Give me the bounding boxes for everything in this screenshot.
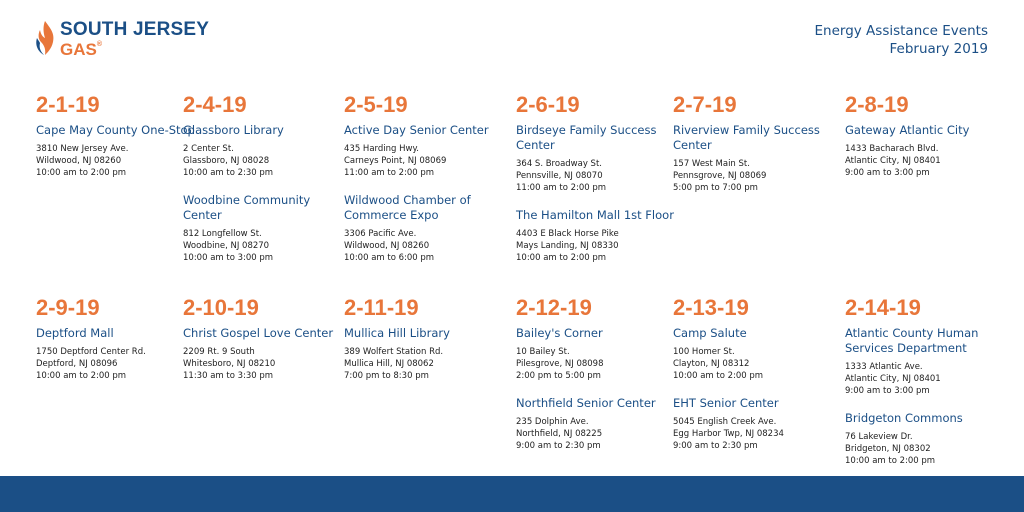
event-address-line: Wildwood, NJ 08260 xyxy=(36,156,122,166)
event-venue: Birdseye Family Success Center xyxy=(516,123,657,152)
event-day xyxy=(845,93,1005,179)
event-address-line: Atlantic City, NJ 08401 xyxy=(845,156,941,166)
registered-mark: ® xyxy=(96,41,103,48)
event-address-line: Bridgeton, NJ 08302 xyxy=(845,444,931,454)
event-item xyxy=(36,123,196,179)
event-date: 2-13-19 xyxy=(673,295,749,320)
event-address-line: Carneys Point, NJ 08069 xyxy=(344,156,447,166)
event-time: 10:00 am to 2:00 pm xyxy=(516,253,607,263)
event-time: 7:00 pm to 8:30 pm xyxy=(344,371,429,381)
event-venue: Woodbine Community Center xyxy=(183,193,311,222)
event-address-line: Pennsville, NJ 08070 xyxy=(516,171,603,181)
event-item xyxy=(673,326,833,382)
event-date: 2-14-19 xyxy=(845,295,921,320)
event-address-line: 76 Lakeview Dr. xyxy=(845,432,913,442)
event-time: 11:00 am to 2:00 pm xyxy=(516,183,607,193)
event-day xyxy=(673,93,833,194)
event-venue: Riverview Family Success Center xyxy=(673,123,820,152)
event-time: 9:00 am to 2:30 pm xyxy=(516,441,601,451)
event-item xyxy=(516,208,676,264)
event-time: 10:00 am to 2:00 pm xyxy=(36,168,127,178)
event-day xyxy=(36,296,196,382)
page-subtitle: February 2019 xyxy=(889,41,988,57)
event-date: 2-1-19 xyxy=(36,92,100,117)
event-venue: Bridgeton Commons xyxy=(845,411,963,425)
event-address-line: 157 West Main St. xyxy=(673,159,750,169)
event-venue: Mullica Hill Library xyxy=(344,326,450,340)
event-day xyxy=(673,296,833,452)
event-address-line: Pennsgrove, NJ 08069 xyxy=(673,171,767,181)
event-address-line: 235 Dolphin Ave. xyxy=(516,417,589,427)
event-item xyxy=(845,326,1005,397)
event-address-line: 3810 New Jersey Ave. xyxy=(36,144,129,154)
event-date: 2-7-19 xyxy=(673,92,737,117)
event-address-line: 812 Longfellow St. xyxy=(183,229,262,239)
event-day xyxy=(183,296,343,382)
event-address-line: 435 Harding Hwy. xyxy=(344,144,419,154)
event-time: 11:30 am to 3:30 pm xyxy=(183,371,274,381)
event-time: 10:00 am to 2:00 pm xyxy=(36,371,127,381)
event-address-line: Clayton, NJ 08312 xyxy=(673,359,750,369)
event-item xyxy=(516,326,676,382)
footer-bar xyxy=(0,476,1024,512)
event-time: 10:00 am to 2:00 pm xyxy=(845,456,936,466)
event-address-line: 3306 Pacific Ave. xyxy=(344,229,417,239)
event-address-line: Egg Harbor Twp, NJ 08234 xyxy=(673,429,784,439)
event-date: 2-12-19 xyxy=(516,295,592,320)
event-item xyxy=(183,123,343,179)
event-day xyxy=(516,93,676,264)
event-item xyxy=(344,123,504,179)
event-time: 5:00 pm to 7:00 pm xyxy=(673,183,758,193)
page-title: Energy Assistance Events xyxy=(814,23,988,39)
event-address-line: 389 Wolfert Station Rd. xyxy=(344,347,444,357)
event-item xyxy=(845,411,1005,467)
event-date: 2-8-19 xyxy=(845,92,909,117)
event-venue: Active Day Senior Center xyxy=(344,123,489,137)
event-item xyxy=(845,123,1005,179)
event-address-line: 100 Homer St. xyxy=(673,347,735,357)
event-day xyxy=(344,296,504,382)
event-venue: Glassboro Library xyxy=(183,123,284,137)
event-venue: The Hamilton Mall 1st Floor xyxy=(516,208,674,222)
event-venue: Gateway Atlantic City xyxy=(845,123,970,137)
event-address-line: Woodbine, NJ 08270 xyxy=(183,241,270,251)
event-day xyxy=(344,93,504,264)
event-venue: Bailey's Corner xyxy=(516,326,603,340)
event-time: 9:00 am to 3:00 pm xyxy=(845,386,930,396)
event-address-line: 2 Center St. xyxy=(183,144,234,154)
event-time: 10:00 am to 2:30 pm xyxy=(183,168,274,178)
event-day xyxy=(183,93,343,264)
event-venue: Cape May County One-Stop xyxy=(36,123,195,137)
event-address-line: 1433 Bacharach Blvd. xyxy=(845,144,939,154)
event-address-line: 4403 E Black Horse Pike xyxy=(516,229,619,239)
event-venue: Deptford Mall xyxy=(36,326,114,340)
event-day xyxy=(516,296,676,452)
event-address-line: 1333 Atlantic Ave. xyxy=(845,362,923,372)
event-address-line: 5045 English Creek Ave. xyxy=(673,417,777,427)
event-item xyxy=(673,123,833,194)
page-header xyxy=(815,22,989,58)
event-time: 11:00 am to 2:00 pm xyxy=(344,168,435,178)
event-item xyxy=(516,396,676,452)
event-address-line: Wildwood, NJ 08260 xyxy=(344,241,430,251)
event-address-line: 10 Bailey St. xyxy=(516,347,570,357)
event-venue: EHT Senior Center xyxy=(673,396,779,410)
event-address-line: Northfield, NJ 08225 xyxy=(516,429,603,439)
logo xyxy=(34,20,209,58)
event-time: 9:00 am to 2:30 pm xyxy=(673,441,758,451)
event-time: 9:00 am to 3:00 pm xyxy=(845,168,930,178)
event-venue: Wildwood Chamber of Commerce Expo xyxy=(344,193,471,222)
event-time: 10:00 am to 3:00 pm xyxy=(183,253,274,263)
event-venue: Camp Salute xyxy=(673,326,747,340)
event-address-line: Glassboro, NJ 08028 xyxy=(183,156,270,166)
event-item xyxy=(344,193,504,264)
event-date: 2-5-19 xyxy=(344,92,408,117)
event-item xyxy=(36,326,196,382)
event-time: 10:00 am to 6:00 pm xyxy=(344,253,435,263)
event-date: 2-6-19 xyxy=(516,92,580,117)
event-item xyxy=(183,193,343,264)
event-address-line: 1750 Deptford Center Rd. xyxy=(36,347,146,357)
event-address-line: Whitesboro, NJ 08210 xyxy=(183,359,276,369)
event-address-line: 2209 Rt. 9 South xyxy=(183,347,255,357)
event-day xyxy=(845,296,1005,467)
event-venue: Christ Gospel Love Center xyxy=(183,326,334,340)
flame-icon xyxy=(34,20,56,56)
brand-name: SOUTH JERSEY xyxy=(60,19,210,40)
brand-gas: GAS® xyxy=(60,40,103,59)
event-item xyxy=(344,326,504,382)
event-address-line: Atlantic City, NJ 08401 xyxy=(845,374,941,384)
event-date: 2-11-19 xyxy=(344,295,419,320)
event-time: 2:00 pm to 5:00 pm xyxy=(516,371,601,381)
event-item xyxy=(673,396,833,452)
event-item xyxy=(516,123,676,194)
event-item xyxy=(183,326,343,382)
event-venue: Northfield Senior Center xyxy=(516,396,656,410)
event-day xyxy=(36,93,196,179)
event-address-line: Mullica Hill, NJ 08062 xyxy=(344,359,434,369)
event-address-line: Mays Landing, NJ 08330 xyxy=(516,241,619,251)
event-date: 2-9-19 xyxy=(36,295,100,320)
event-address-line: Pilesgrove, NJ 08098 xyxy=(516,359,604,369)
event-address-line: Deptford, NJ 08096 xyxy=(36,359,118,369)
event-date: 2-10-19 xyxy=(183,295,259,320)
event-date: 2-4-19 xyxy=(183,92,247,117)
event-time: 10:00 am to 2:00 pm xyxy=(673,371,764,381)
event-venue: Atlantic County Human Services Department xyxy=(845,326,979,355)
event-address-line: 364 S. Broadway St. xyxy=(516,159,602,169)
